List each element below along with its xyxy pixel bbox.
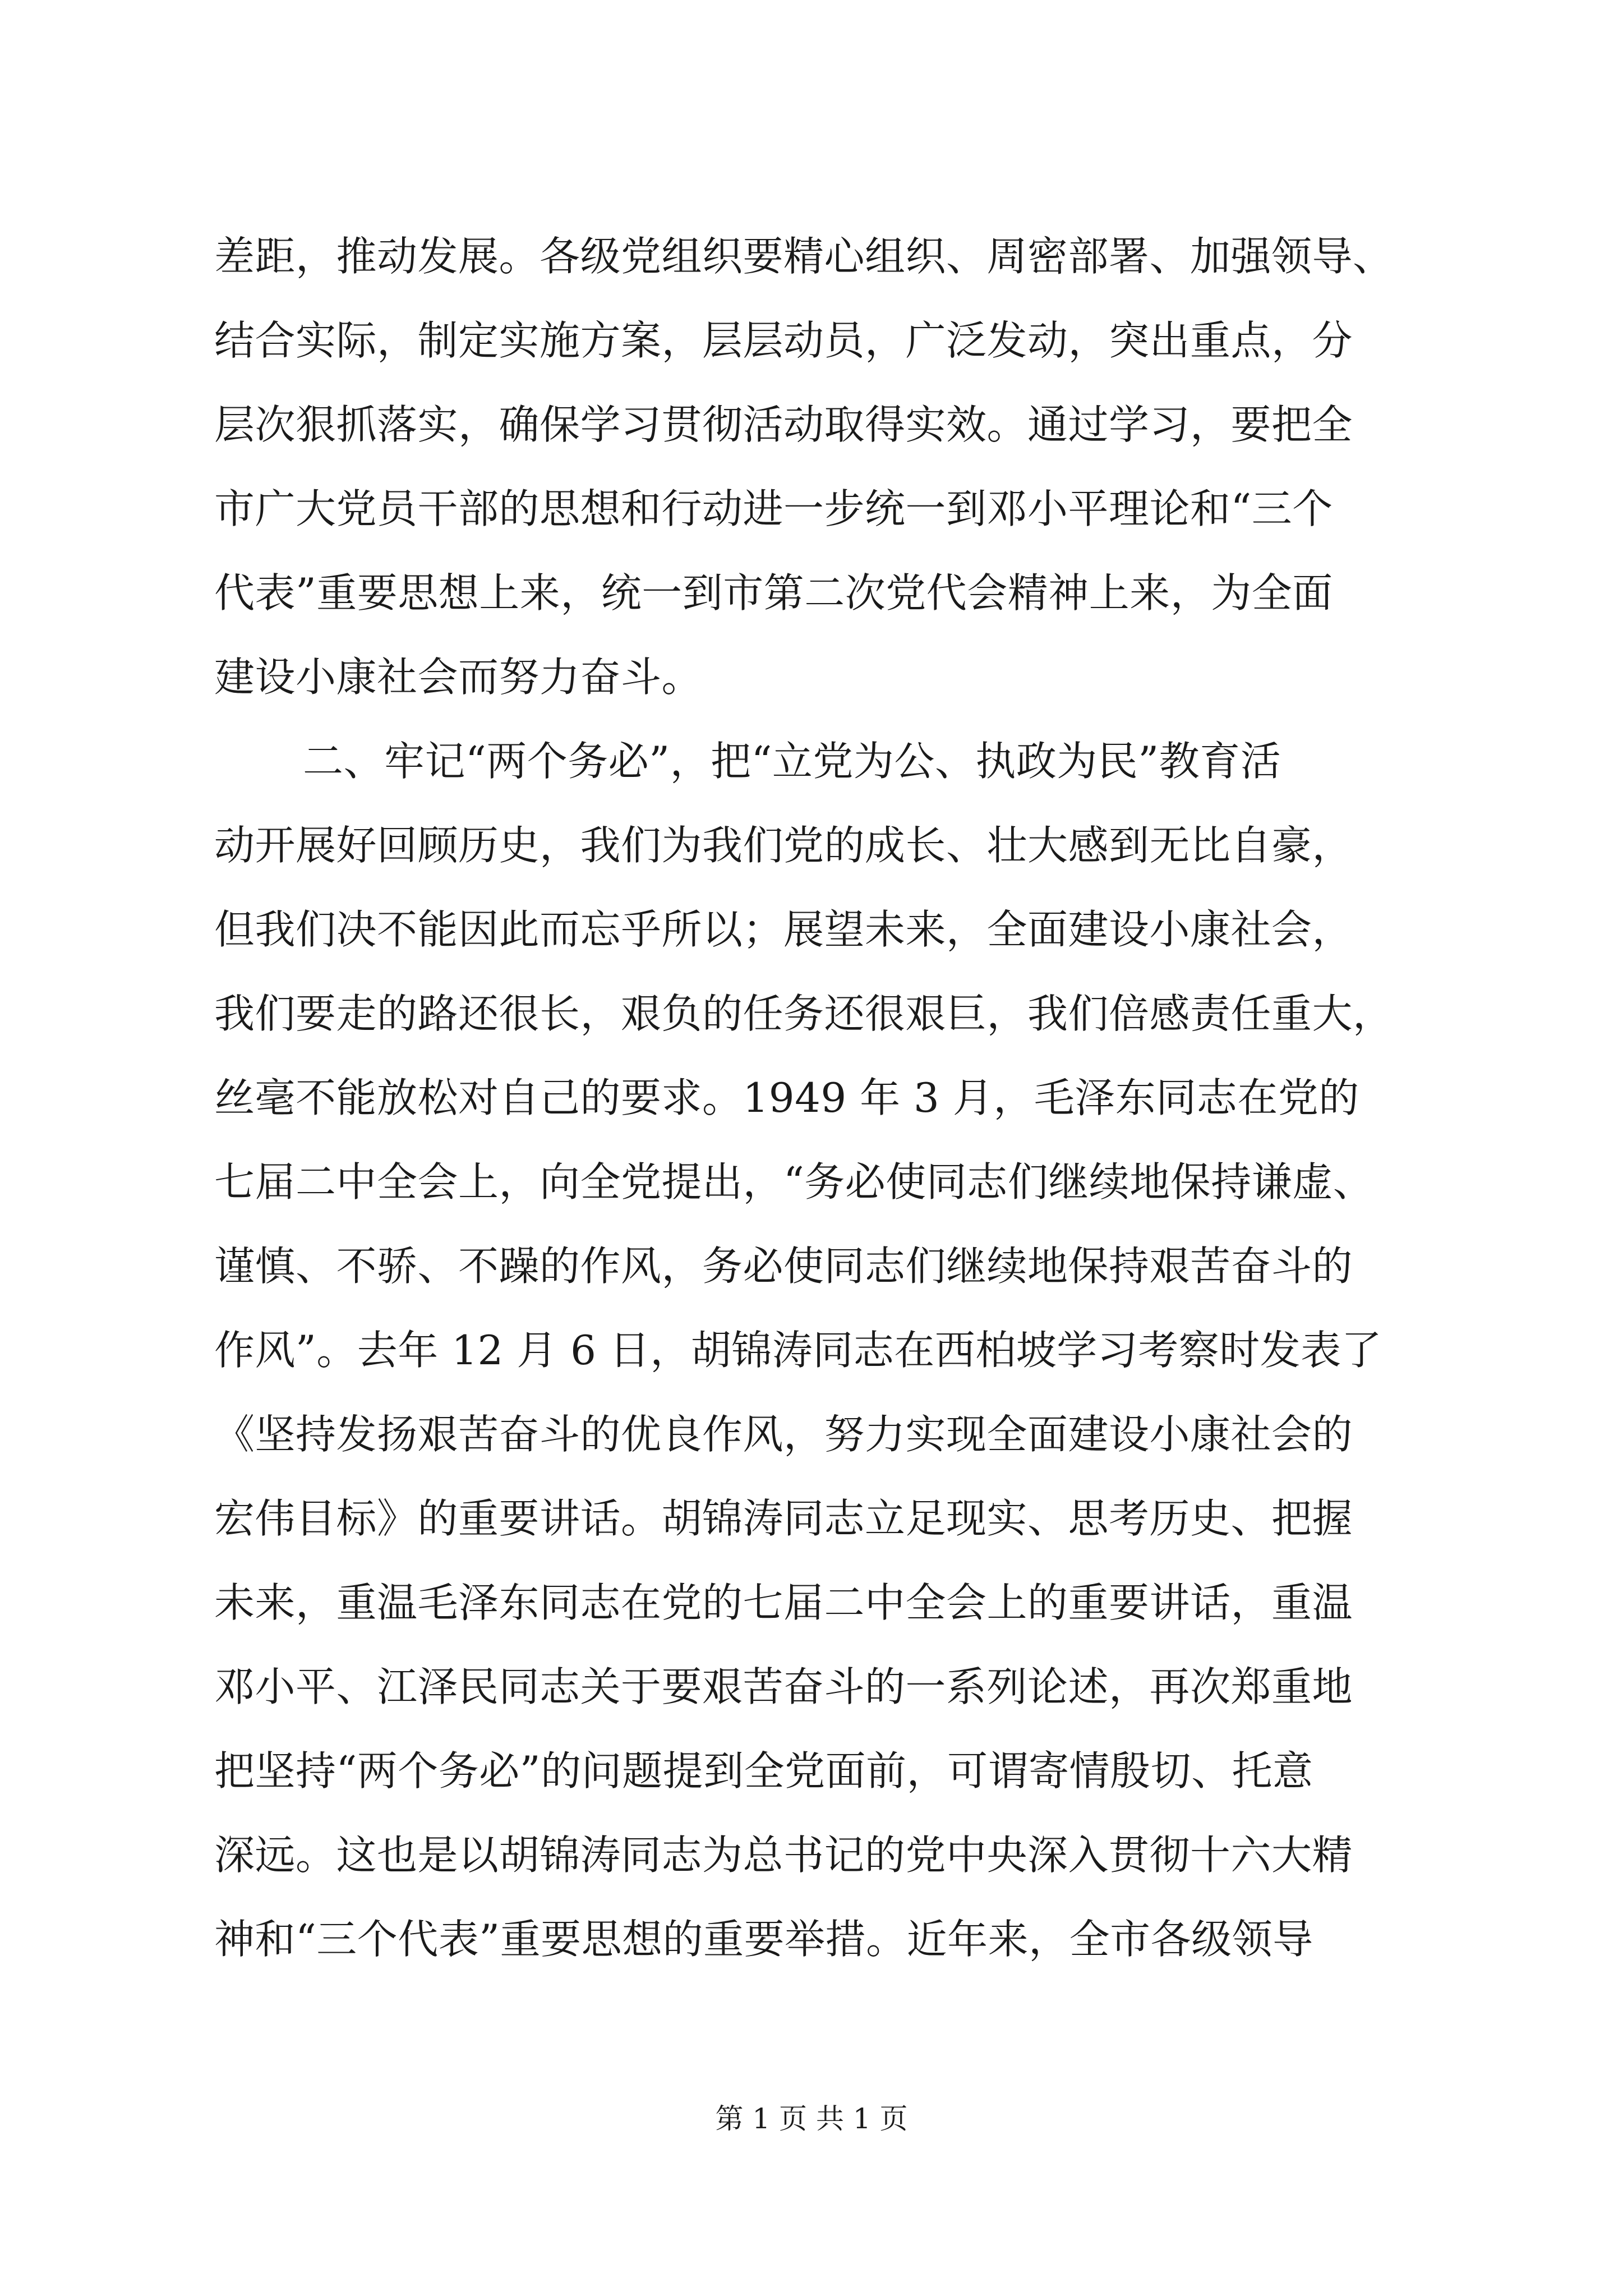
text-line: 作风”。去年 12 月 6 日，胡锦涛同志在西柏坡学习考察时发表了 <box>214 1327 1382 1374</box>
page-footer <box>0 2099 1623 2138</box>
text-line: 差距，推动发展。各级党组织要精心组织、周密部署、加强领导、 <box>214 233 1394 280</box>
text-line: 深远。这也是以胡锦涛同志为总书记的党中央深入贯彻十六大精 <box>214 1832 1353 1879</box>
text-line: 代表”重要思想上来，统一到市第二次党代会精神上来，为全面 <box>214 569 1333 616</box>
text-line: 未来，重温毛泽东同志在党的七届二中全会上的重要讲话，重温 <box>214 1579 1353 1626</box>
text-line: 结合实际，制定实施方案，层层动员，广泛发动，突出重点，分 <box>214 317 1353 364</box>
text-line: 我们要走的路还很长，艰负的任务还很艰巨，我们倍感责任重大， <box>214 990 1394 1037</box>
text-line: 建设小康社会而努力奋斗。 <box>214 654 703 701</box>
text-line: 谨慎、不骄、不躁的作风，务必使同志们继续地保持艰苦奋斗的 <box>214 1243 1353 1290</box>
text-line: 《坚持发扬艰苦奋斗的优良作风，努力实现全面建设小康社会的 <box>214 1411 1353 1458</box>
text-line: 动开展好回顾历史，我们为我们党的成长、壮大感到无比自豪， <box>214 822 1353 869</box>
text-line: 层次狠抓落实，确保学习贯彻活动取得实效。通过学习，要把全 <box>214 401 1353 448</box>
text-line: 但我们决不能因此而忘乎所以；展望未来，全面建设小康社会， <box>214 906 1353 953</box>
section-heading-line: 二、牢记“两个务必”，把“立党为公、执政为民”教育活 <box>303 738 1281 785</box>
text-line: 七届二中全会上，向全党提出，“务必使同志们继续地保持谦虚、 <box>214 1158 1374 1205</box>
text-line: 把坚持“两个务必”的问题提到全党面前，可谓寄情殷切、托意 <box>214 1747 1313 1795</box>
text-line: 宏伟目标》的重要讲话。胡锦涛同志立足现实、思考历史、把握 <box>214 1495 1353 1542</box>
text-line: 市广大党员干部的思想和行动进一步统一到邓小平理论和“三个 <box>214 485 1333 532</box>
text-line: 邓小平、江泽民同志关于要艰苦奋斗的一系列论述，再次郑重地 <box>214 1663 1353 1710</box>
text-line: 神和“三个代表”重要思想的重要举措。近年来，全市各级领导 <box>214 1916 1313 1963</box>
page-number-label: 第 1 页 共 1 页 <box>715 2102 908 2135</box>
body-text <box>214 214 1414 1981</box>
text-line: 丝毫不能放松对自己的要求。1949 年 3 月，毛泽东同志在党的 <box>214 1074 1359 1121</box>
